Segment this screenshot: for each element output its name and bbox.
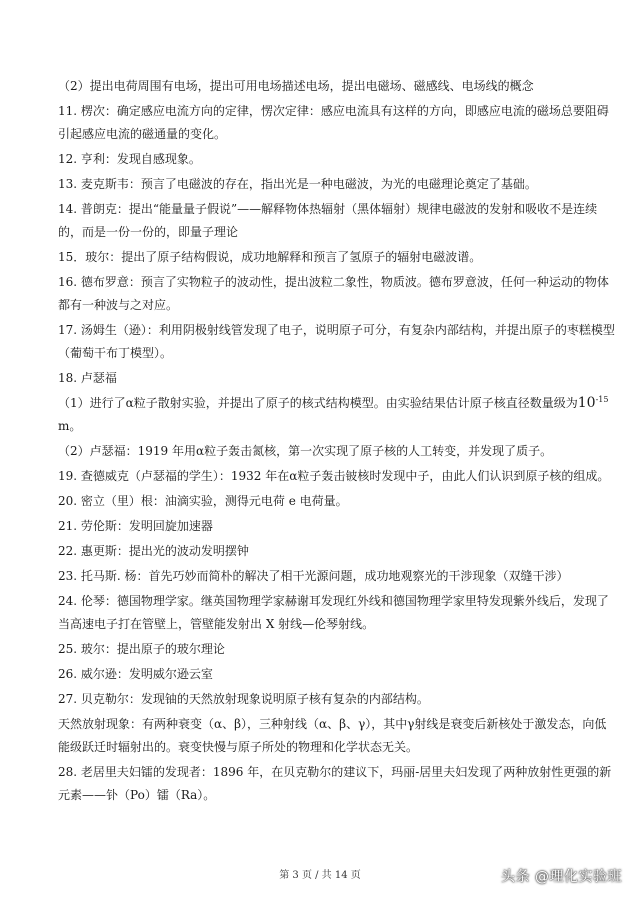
watermark-logo: 头条 @理化实验班	[501, 869, 622, 885]
document-body	[58, 75, 618, 809]
paragraph-lenz: 11. 楞次：确定感应电流方向的定律，愣次定律：感应电流具有这样的方向，即感应电流的磁场总要阻碍引起感应电流的磁通量的变化。	[58, 104, 609, 141]
paragraph-bohr-theory: 25. 玻尔：提出原子的玻尔理论	[58, 642, 225, 656]
paragraph-lawrence: 21. 劳伦斯：发明回旋加速器	[58, 519, 213, 533]
paragraph-thomson: 17. 汤姆生（逊）：利用阴极射线管发现了电子，说明原子可分，有复杂内部结构，并提出原子的枣糕模型（葡萄干布丁模型）。	[58, 323, 615, 360]
rutherford-1-exponent: -15	[595, 395, 609, 404]
page-number-footer: 第 3 页 / 共 14 页	[279, 870, 361, 881]
paragraph-roentgen: 24. 伦琴：德国物理学家。继英国物理学家赫谢耳发现红外线和德国物理学家里特发现紫外线后，发现了当高速电子打在管壁上，管壁能发射出 X 射线—伦琴射线。	[58, 594, 609, 631]
rutherford-1-unit: m。	[58, 419, 82, 433]
rutherford-1-text: （1）进行了α粒子散射实验，并提出了原子的核式结构模型。由实验结果估计原子核直径数量级为	[58, 396, 578, 410]
paragraph-young: 23. 托马斯. 杨：首先巧妙而简朴的解决了相干光源问题，成功地观察光的干涉现象（双缝干涉）	[58, 569, 569, 583]
paragraph-planck: 14. 普朗克：提出“能量量子假说”——解释物体热辐射（黑体辐射）规律电磁波的发射和吸收不是连续的，而是一份一份的，即量子理论	[58, 202, 598, 239]
paragraph-rutherford-2: （2）卢瑟福：1919 年用α粒子轰击氮核，第一次实现了原子核的人工转变，并发现了质子。	[58, 444, 553, 458]
paragraph-wilson: 26. 威尔逊：发明威尔逊云室	[58, 667, 213, 681]
paragraph-rutherford-1	[58, 392, 618, 438]
paragraph-rutherford-heading: 18. 卢瑟福	[58, 371, 117, 385]
paragraph-chadwick: 19. 查德威克（卢瑟福的学生）：1932 年在α粒子轰击铍核时发现中子，由此人们认识到原子核的组成。	[58, 469, 610, 483]
paragraph-millikan: 20. 密立（里）根：油滴实验，测得元电荷 e 电荷量。	[58, 494, 348, 508]
paragraph-faraday-2: （2）提出电荷周围有电场，提出可用电场描述电场，提出电磁场、磁感线、电场线的概念	[58, 79, 534, 93]
paragraph-bohr: 15．玻尔：提出了原子结构假说，成功地解释和预言了氢原子的辐射电磁波谱。	[58, 250, 482, 264]
paragraph-radioactivity: 天然放射现象：有两种衰变（α、β），三种射线（α、β、γ），其中γ射线是衰变后新核处于激发态，向低能级跃迁时辐射出的。衰变快慢与原子所处的物理和化学状态无关。	[58, 717, 607, 754]
paragraph-huygens: 22. 惠更斯：提出光的波动发明摆钟	[58, 544, 249, 558]
paragraph-henry: 12. 亨利：发现自感现象。	[58, 152, 201, 166]
paragraph-curie: 28. 老居里夫妇镭的发现者：1896 年，在贝克勒尔的建议下，玛丽-居里夫妇发现了两种放射性更强的新元素——钋（Po）镭（Ra）。	[58, 765, 612, 802]
paragraph-de-broglie: 16. 德布罗意：预言了实物粒子的波动性，提出波粒二象性，物质波。德布罗意波，任何一种运动的物体都有一种波与之对应。	[58, 275, 609, 312]
rutherford-1-base: 10	[577, 395, 596, 411]
paragraph-becquerel: 27. 贝克勒尔：发现铀的天然放射现象说明原子核有复杂的内部结构。	[58, 692, 429, 706]
paragraph-maxwell: 13. 麦克斯韦：预言了电磁波的存在，指出光是一种电磁波，为光的电磁理论奠定了基础。	[58, 177, 537, 191]
